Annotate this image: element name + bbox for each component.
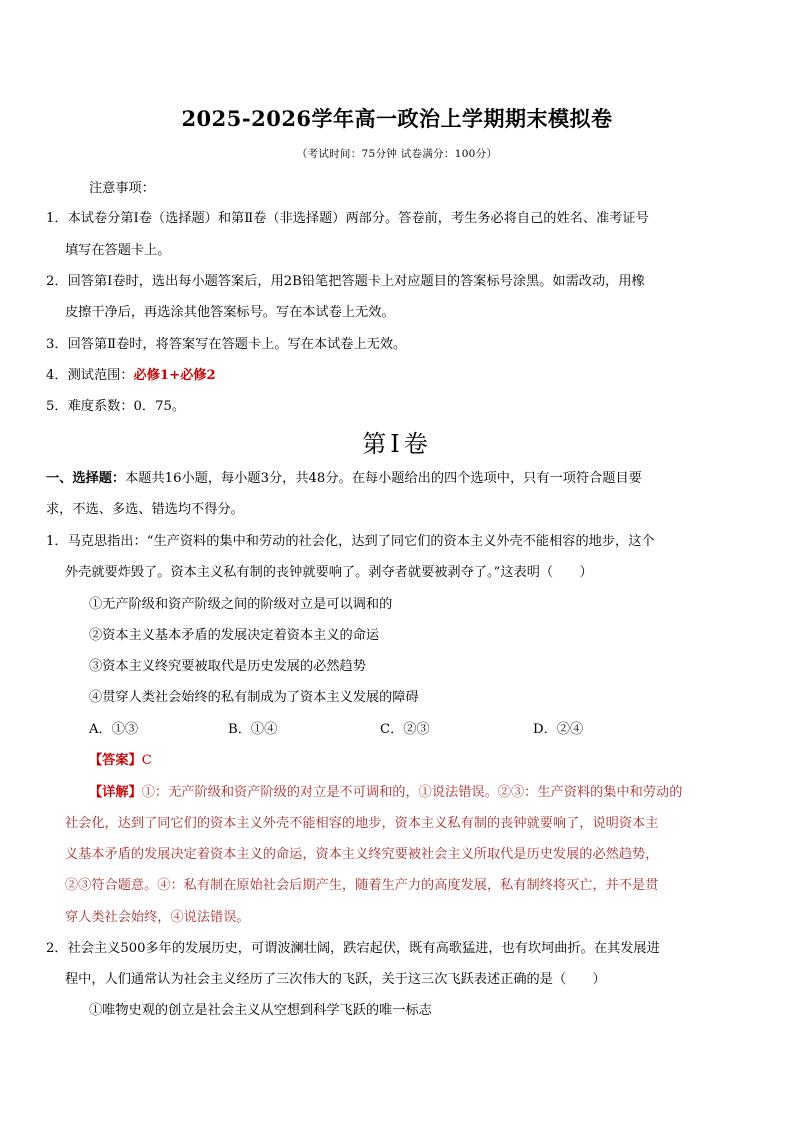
- note-2-line-a: 2．回答第Ⅰ卷时，选出每小题答案后，用2B铅笔把答题卡上对应题目的答案标号涂黑。如需改动，用橡: [46, 274, 645, 289]
- q1-option-c: C．②③: [380, 722, 430, 737]
- q1-answer: [89, 749, 152, 768]
- q1-item-4: ④贯穿人类社会始终的私有制成为了资本主义发展的障碍: [89, 690, 419, 705]
- q1-detail-line-4: ②③符合题意。④：私有制在原始社会后期产生，随着生产力的高度发展，私有制终将灭亡，并不是贯: [65, 878, 659, 893]
- q2-item-1: ①唯物史观的创立是社会主义从空想到科学飞跃的唯一标志: [89, 1003, 432, 1018]
- note-2-line-b: 皮擦干净后，再选涂其他答案标号。写在本试卷上无效。: [65, 305, 395, 320]
- section-intro-prefix: 一、选择题：: [46, 471, 126, 486]
- q1-detail-line-1: [89, 781, 682, 800]
- q1-item-2: ②资本主义基本矛盾的发展决定着资本主义的命运: [89, 628, 380, 643]
- q1-item-3: ③资本主义终究要被取代是历史发展的必然趋势: [89, 659, 366, 674]
- q1-detail-label: 【详解】: [89, 785, 142, 800]
- q1-option-d: D．②④: [533, 722, 584, 737]
- q1-option-a: A．①③: [89, 722, 139, 737]
- q1-answer-label: 【答案】: [89, 753, 142, 768]
- section-intro-line-b: 求，不选、多选、错选均不得分。: [46, 502, 244, 517]
- exam-title: 2025-2026学年高一政治上学期期末模拟卷: [181, 106, 613, 131]
- section-intro-rest: 本题共16小题，每小题3分，共48分。在每小题给出的四个选项中，只有一项符合题目要: [125, 471, 642, 486]
- exam-subtitle: （考试时间：75分钟 试卷满分：100分）: [296, 148, 498, 160]
- notes-heading: 注意事项：: [89, 181, 155, 196]
- section-heading: 第Ⅰ卷: [362, 430, 432, 458]
- note-4: [46, 364, 216, 383]
- q1-detail-line-5: 穿人类社会始终，④说法错误。: [65, 910, 250, 925]
- q1-item-1: ①无产阶级和资产阶级之间的阶级对立是可以调和的: [89, 597, 393, 612]
- note-1-line-a: 1．本试卷分第Ⅰ卷（选择题）和第Ⅱ卷（非选择题）两部分。答卷前，考生务必将自己的姓名、准考证号: [46, 211, 649, 226]
- q1-option-b: B．①④: [228, 722, 278, 737]
- note-5: 5．难度系数：0．75。: [46, 399, 186, 414]
- q1-detail-line-2: 社会化，达到了同它们的资本主义外壳不能相容的地步，资本主义私有制的丧钟就要响了，说明资本主: [65, 816, 659, 831]
- note-3: 3．回答第Ⅱ卷时，将答案写在答题卡上。写在本试卷上无效。: [46, 337, 407, 352]
- q2-stem-line-a: 2．社会主义500多年的发展历史，可谓波澜壮阔，跌宕起伏，既有高歌猛进，也有坎坷曲折。在其发展进: [46, 941, 660, 956]
- q1-stem-line-a: 1．马克思指出：“生产资料的集中和劳动的社会化，达到了同它们的资本主义外壳不能相容的地步，这个: [46, 534, 655, 549]
- note-1-line-b: 填写在答题卡上。: [65, 243, 171, 258]
- q2-stem-line-b: 程中，人们通常认为社会主义经历了三次伟大的飞跃，关于这三次飞跃表述正确的是（ ）: [65, 972, 606, 987]
- q1-detail-text-1: ①：无产阶级和资产阶级的对立是不可调和的，①说法错误。②③：生产资料的集中和劳动的: [141, 785, 683, 800]
- q1-stem-line-b: 外壳就要炸毁了。资本主义私有制的丧钟就要响了。剥夺者就要被剥夺了。”这表明（ ）: [65, 565, 593, 580]
- note-4-prefix: 4．测试范围：: [46, 368, 134, 383]
- q1-answer-value: C: [141, 753, 152, 768]
- q1-detail-line-3: 义基本矛盾的发展决定着资本主义的命运，资本主义终究要被社会主义所取代是历史发展的必然趋势，: [65, 847, 659, 862]
- section-intro-line-a: [46, 467, 642, 486]
- note-4-scope: 必修1+必修2: [133, 368, 216, 383]
